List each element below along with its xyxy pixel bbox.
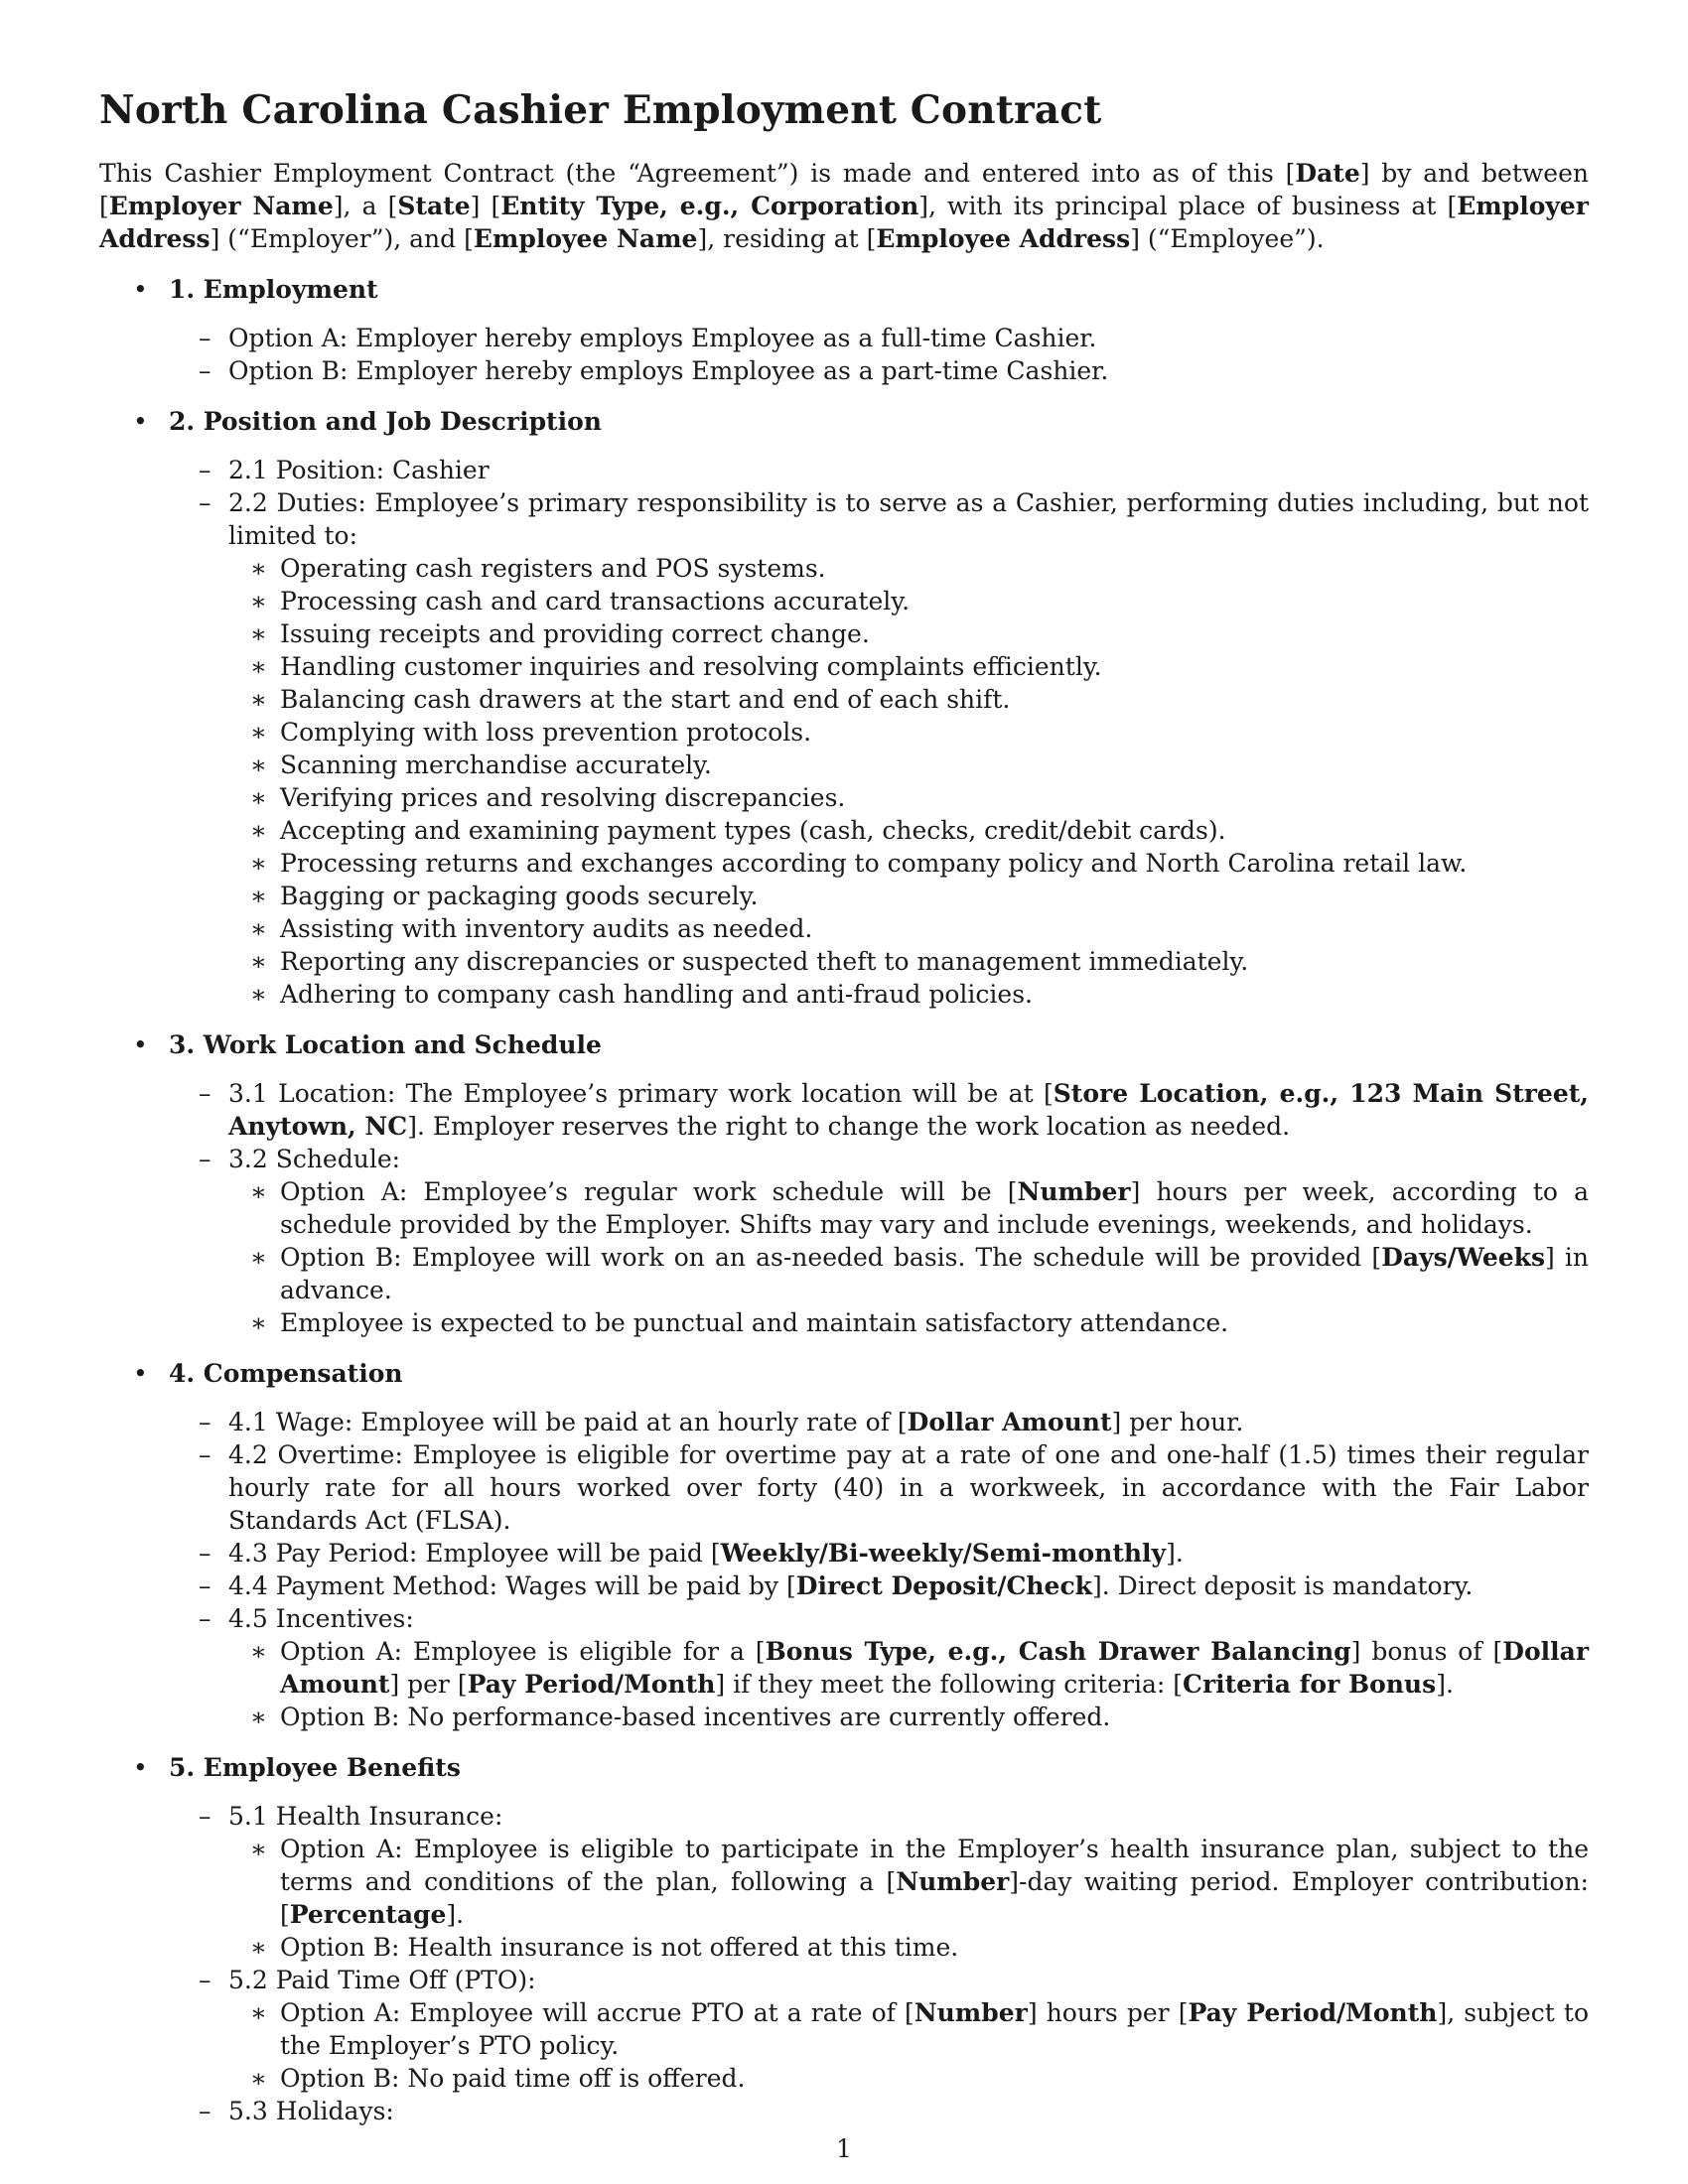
pto-label: – 5.2 Paid Time Off (PTO):	[228, 1964, 1589, 1996]
duty-item: ∗ Handling customer inquiries and resolving complaints efficiently.	[228, 650, 1589, 683]
placeholder-percentage: Percentage	[289, 1900, 447, 1929]
placeholder-days-weeks: Days/Weeks	[1381, 1243, 1546, 1272]
duty-item: ∗ Accepting and examining payment types (cash, checks, credit/debit cards).	[228, 814, 1589, 847]
placeholder-number: Number	[896, 1867, 1010, 1896]
duty-item: ∗ Complying with loss prevention protocols.	[228, 716, 1589, 749]
list-item	[169, 322, 1589, 354]
location-text	[228, 1077, 1589, 1143]
overtime-text: – 4.2 Overtime: Employee is eligible for overtime pay at a rate of one and one-half (1.5) times their regular hourly rate for all hours worked over forty (40) in a workweek, in accordance with the Fair Labor Standards Act (FLSA).	[228, 1438, 1589, 1537]
list-item	[169, 2095, 1589, 2127]
wage-text	[228, 1406, 1589, 1438]
text-run: ] if they meet the following criteria: [	[715, 1670, 1184, 1699]
option-b-text: – Option B: Employer hereby employs Employee as a part-time Cashier.	[228, 354, 1589, 387]
intro-text: This Cashier Employment Contract (the “Agreement”) is made and entered into as of this [	[99, 159, 1296, 188]
duty-item: ∗ Operating cash registers and POS systems.	[228, 552, 1589, 585]
text-run: Option A: Employee is eligible to participate in the Employer’s health insurance plan, subject to the terms and conditions of the plan, following a [	[280, 1835, 1589, 1896]
list-item	[169, 1964, 1589, 2095]
text-run: ].	[446, 1900, 465, 1929]
section-list	[99, 273, 1589, 2127]
placeholder-number: Number	[914, 1998, 1028, 2027]
text-run: 4.4 Payment Method: Wages will be paid by [	[228, 1571, 796, 1600]
placeholder-pay-period-month: Pay Period/Month	[467, 1670, 716, 1699]
intro-text: ] (“Employee”).	[1130, 224, 1325, 253]
duty-item: ∗ Processing returns and exchanges according to company policy and North Carolina retail law.	[228, 847, 1589, 880]
placeholder-bonus-criteria: Criteria for Bonus	[1183, 1670, 1437, 1699]
list-item	[169, 1438, 1589, 1537]
schedule-option-a	[228, 1175, 1589, 1241]
duty-item: ∗ Verifying prices and resolving discrepancies.	[228, 781, 1589, 814]
placeholder-pay-period: Weekly/Bi-weekly/Semi-monthly	[720, 1539, 1167, 1568]
option-a-text: – Option A: Employer hereby employs Employee as a full-time Cashier.	[228, 322, 1589, 354]
incentives-label: – 4.5 Incentives:	[228, 1602, 1589, 1635]
text-run: ] bonus of [	[1350, 1637, 1503, 1666]
placeholder-number: Number	[1017, 1177, 1131, 1206]
duty-item: ∗ Balancing cash drawers at the start and end of each shift.	[228, 683, 1589, 716]
duty-item: ∗ Reporting any discrepancies or suspected theft to management immediately.	[228, 945, 1589, 978]
subsection-list	[169, 322, 1589, 387]
text-run: Option A: Employee will accrue PTO at a rate of [	[280, 1998, 914, 2027]
list-item	[169, 1077, 1589, 1143]
section-compensation	[99, 1357, 1589, 1733]
list-item	[169, 454, 1589, 486]
text-run: ].	[1436, 1670, 1454, 1699]
section-position	[99, 405, 1589, 1011]
pto-option-b: ∗ Option B: No paid time off is offered.	[228, 2062, 1589, 2095]
duty-item: ∗ Assisting with inventory audits as needed.	[228, 912, 1589, 945]
schedule-options	[228, 1175, 1589, 1339]
list-item	[169, 1602, 1589, 1733]
incentive-option-a	[228, 1635, 1589, 1701]
placeholder-bonus-type: Bonus Type, e.g., Cash Drawer Balancing	[765, 1637, 1351, 1666]
list-item	[169, 1537, 1589, 1570]
duty-item: ∗ Adhering to company cash handling and anti-fraud policies.	[228, 978, 1589, 1011]
text-run: ], subject to the Employer’s PTO policy.	[280, 1998, 1589, 2060]
schedule-option-b	[228, 1241, 1589, 1306]
duty-item: ∗ Bagging or packaging goods securely.	[228, 880, 1589, 912]
pto-options	[228, 1996, 1589, 2095]
section-benefits	[99, 1751, 1589, 2127]
section-work-location	[99, 1028, 1589, 1339]
duty-list	[228, 552, 1589, 1011]
health-option-a	[228, 1833, 1589, 1931]
text-run: ] in advance.	[280, 1243, 1590, 1304]
holidays-label: – 5.3 Holidays:	[228, 2095, 1589, 2127]
text-run: ]. Employer reserves the right to change the work location as needed.	[407, 1112, 1291, 1141]
text-run: ]. Direct deposit is mandatory.	[1092, 1571, 1474, 1600]
placeholder-payment-method: Direct Deposit/Check	[795, 1571, 1093, 1600]
section-employment	[99, 273, 1589, 387]
text-run: ].	[1166, 1539, 1184, 1568]
section-heading: • 3. Work Location and Schedule	[169, 1028, 1589, 1061]
list-item	[169, 1570, 1589, 1602]
text-run: Option B: Employee will work on an as-needed basis. The schedule will be provided [	[280, 1243, 1382, 1272]
text-run: ] hours per week, according to a schedule provided by the Employer. Shifts may vary and include evenings, weekends, and holidays.	[280, 1177, 1589, 1239]
subsection-list	[169, 1077, 1589, 1339]
placeholder-dollar-amount: Dollar Amount	[280, 1637, 1589, 1699]
duty-item: ∗ Processing cash and card transactions accurately.	[228, 585, 1589, 617]
placeholder-date: Date	[1295, 159, 1360, 188]
placeholder-employee-name: Employee Name	[473, 224, 698, 253]
schedule-label: – 3.2 Schedule:	[228, 1143, 1589, 1175]
intro-text: ] by and between [	[99, 159, 1589, 220]
text-run: Option A: Employee is eligible for a [	[280, 1637, 766, 1666]
intro-text: ], residing at [	[697, 224, 877, 253]
duty-item: ∗ Scanning merchandise accurately.	[228, 749, 1589, 781]
subsection-list	[169, 1406, 1589, 1733]
placeholder-employer-address: Employer Address	[99, 192, 1589, 253]
text-run: 4.1 Wage: Employee will be paid at an hourly rate of [	[228, 1408, 908, 1436]
punctuality-note: ∗ Employee is expected to be punctual and maintain satisfactory attendance.	[228, 1306, 1589, 1339]
page-number: 1	[836, 2134, 852, 2163]
health-insurance-label: – 5.1 Health Insurance:	[228, 1800, 1589, 1833]
text-run: 3.1 Location: The Employee’s primary work location will be at [	[228, 1079, 1054, 1108]
position-text: – 2.1 Position: Cashier	[228, 454, 1589, 486]
placeholder-dollar-amount: Dollar Amount	[907, 1408, 1112, 1436]
placeholder-employer-name: Employer Name	[108, 192, 334, 220]
section-heading: • 2. Position and Job Description	[169, 405, 1589, 438]
placeholder-entity-type: Entity Type, e.g., Corporation	[500, 192, 919, 220]
placeholder-state: State	[397, 192, 471, 220]
pay-period-text	[228, 1537, 1589, 1570]
incentive-option-b: ∗ Option B: No performance-based incentives are currently offered.	[228, 1701, 1589, 1733]
contract-page	[99, 87, 1589, 2127]
text-run: ] per hour.	[1111, 1408, 1244, 1436]
list-item	[169, 1143, 1589, 1339]
document-title: North Carolina Cashier Employment Contract	[99, 87, 1102, 133]
intro-text: ] [	[470, 192, 501, 220]
pto-option-a	[228, 1996, 1589, 2062]
placeholder-store-location: Store Location, e.g., 123 Main Street, Anytown, NC	[228, 1079, 1589, 1141]
duty-item: ∗ Issuing receipts and providing correct change.	[228, 617, 1589, 650]
text-run: Option A: Employee’s regular work schedule will be [	[280, 1177, 1018, 1206]
intro-text: ], a [	[333, 192, 398, 220]
placeholder-pay-period-month: Pay Period/Month	[1188, 1998, 1438, 2027]
list-item	[169, 486, 1589, 1011]
text-run: ]-day waiting period. Employer contribution: [	[280, 1867, 1589, 1929]
section-heading: • 5. Employee Benefits	[169, 1751, 1589, 1784]
duties-text: – 2.2 Duties: Employee’s primary responsibility is to serve as a Cashier, performing duties including, but not limited to:	[228, 486, 1589, 552]
placeholder-employee-address: Employee Address	[876, 224, 1131, 253]
section-heading: • 4. Compensation	[169, 1357, 1589, 1390]
list-item	[169, 354, 1589, 387]
text-run: ] per [	[389, 1670, 468, 1699]
intro-paragraph	[99, 157, 1589, 255]
list-item	[169, 1406, 1589, 1438]
text-run: ] hours per [	[1027, 1998, 1189, 2027]
list-item	[169, 1800, 1589, 1964]
incentive-options	[228, 1635, 1589, 1733]
intro-text: ], with its principal place of business at [	[918, 192, 1458, 220]
subsection-list	[169, 1800, 1589, 2127]
intro-text: ] (“Employer”), and [	[210, 224, 474, 253]
subsection-list	[169, 454, 1589, 1011]
health-option-b: ∗ Option B: Health insurance is not offered at this time.	[228, 1931, 1589, 1964]
text-run: 4.3 Pay Period: Employee will be paid [	[228, 1539, 721, 1568]
payment-method-text	[228, 1570, 1589, 1602]
section-heading: • 1. Employment	[169, 273, 1589, 306]
health-options	[228, 1833, 1589, 1964]
